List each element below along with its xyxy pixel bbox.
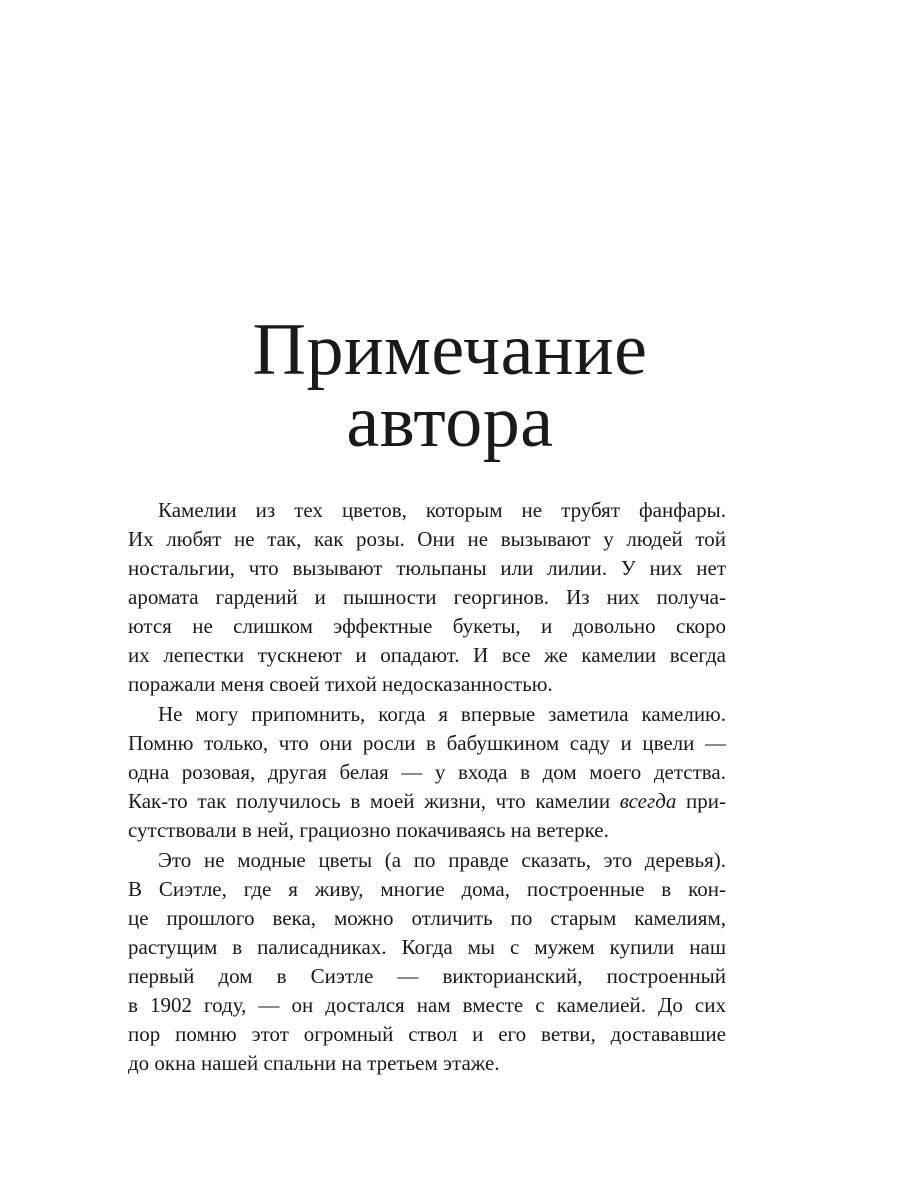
text-line: первый дом в Сиэтле — викторианский, построенный: [128, 964, 726, 988]
text-line: растущим в палисадниках. Когда мы с мужем купили наш: [128, 935, 726, 959]
text-line: до окна нашей спальни на третьем этаже.: [128, 1051, 500, 1075]
text-line: одна розовая, другая белая — у входа в дом моего детства.: [128, 760, 726, 784]
text-line: Помню только, что они росли в бабушкином саду и цвели —: [128, 731, 726, 755]
text-line: поражали меня своей тихой недосказанностью.: [128, 672, 553, 696]
text-line: ются не слишком эффектные букеты, и довольно скоро: [128, 614, 726, 638]
text-line: аромата гардений и пышности георгинов. Из них получа-: [128, 585, 726, 609]
text-segment: при-: [676, 789, 726, 813]
text-line: пор помню этот огромный ствол и его ветви, достававшие: [128, 1022, 726, 1046]
text-line: Не могу припомнить, когда я впервые заметила камелию.: [158, 702, 726, 726]
text-line: В Сиэтле, где я живу, многие дома, построенные в кон-: [128, 877, 726, 901]
text-segment: Как-то так получилось в моей жизни, что камелии: [128, 789, 620, 813]
page-title-line-1: Примечание: [252, 309, 648, 391]
text-line: Камелии из тех цветов, которым не трубят фанфары.: [158, 498, 726, 522]
text-line: сутствовали в ней, грациозно покачиваясь на ветерке.: [128, 818, 609, 842]
text-line-with-emphasis: [128, 787, 726, 816]
text-line: Это не модные цветы (а по правде сказать, это деревья).: [158, 848, 726, 872]
text-line: в 1902 году, — он достался нам вместе с камелией. До сих: [128, 993, 726, 1017]
text-line: Их любят не так, как розы. Они не вызывают у людей той: [128, 527, 726, 551]
text-line: ностальгии, что вызывают тюльпаны или лилии. У них нет: [128, 556, 726, 580]
text-line: це прошлого века, можно отличить по старым камелиям,: [128, 906, 726, 930]
emphasis-text: всегда: [619, 789, 677, 813]
page-title-line-2: автора: [346, 381, 554, 463]
text-line: их лепестки тускнеют и опадают. И все же камелии всегда: [128, 643, 726, 667]
